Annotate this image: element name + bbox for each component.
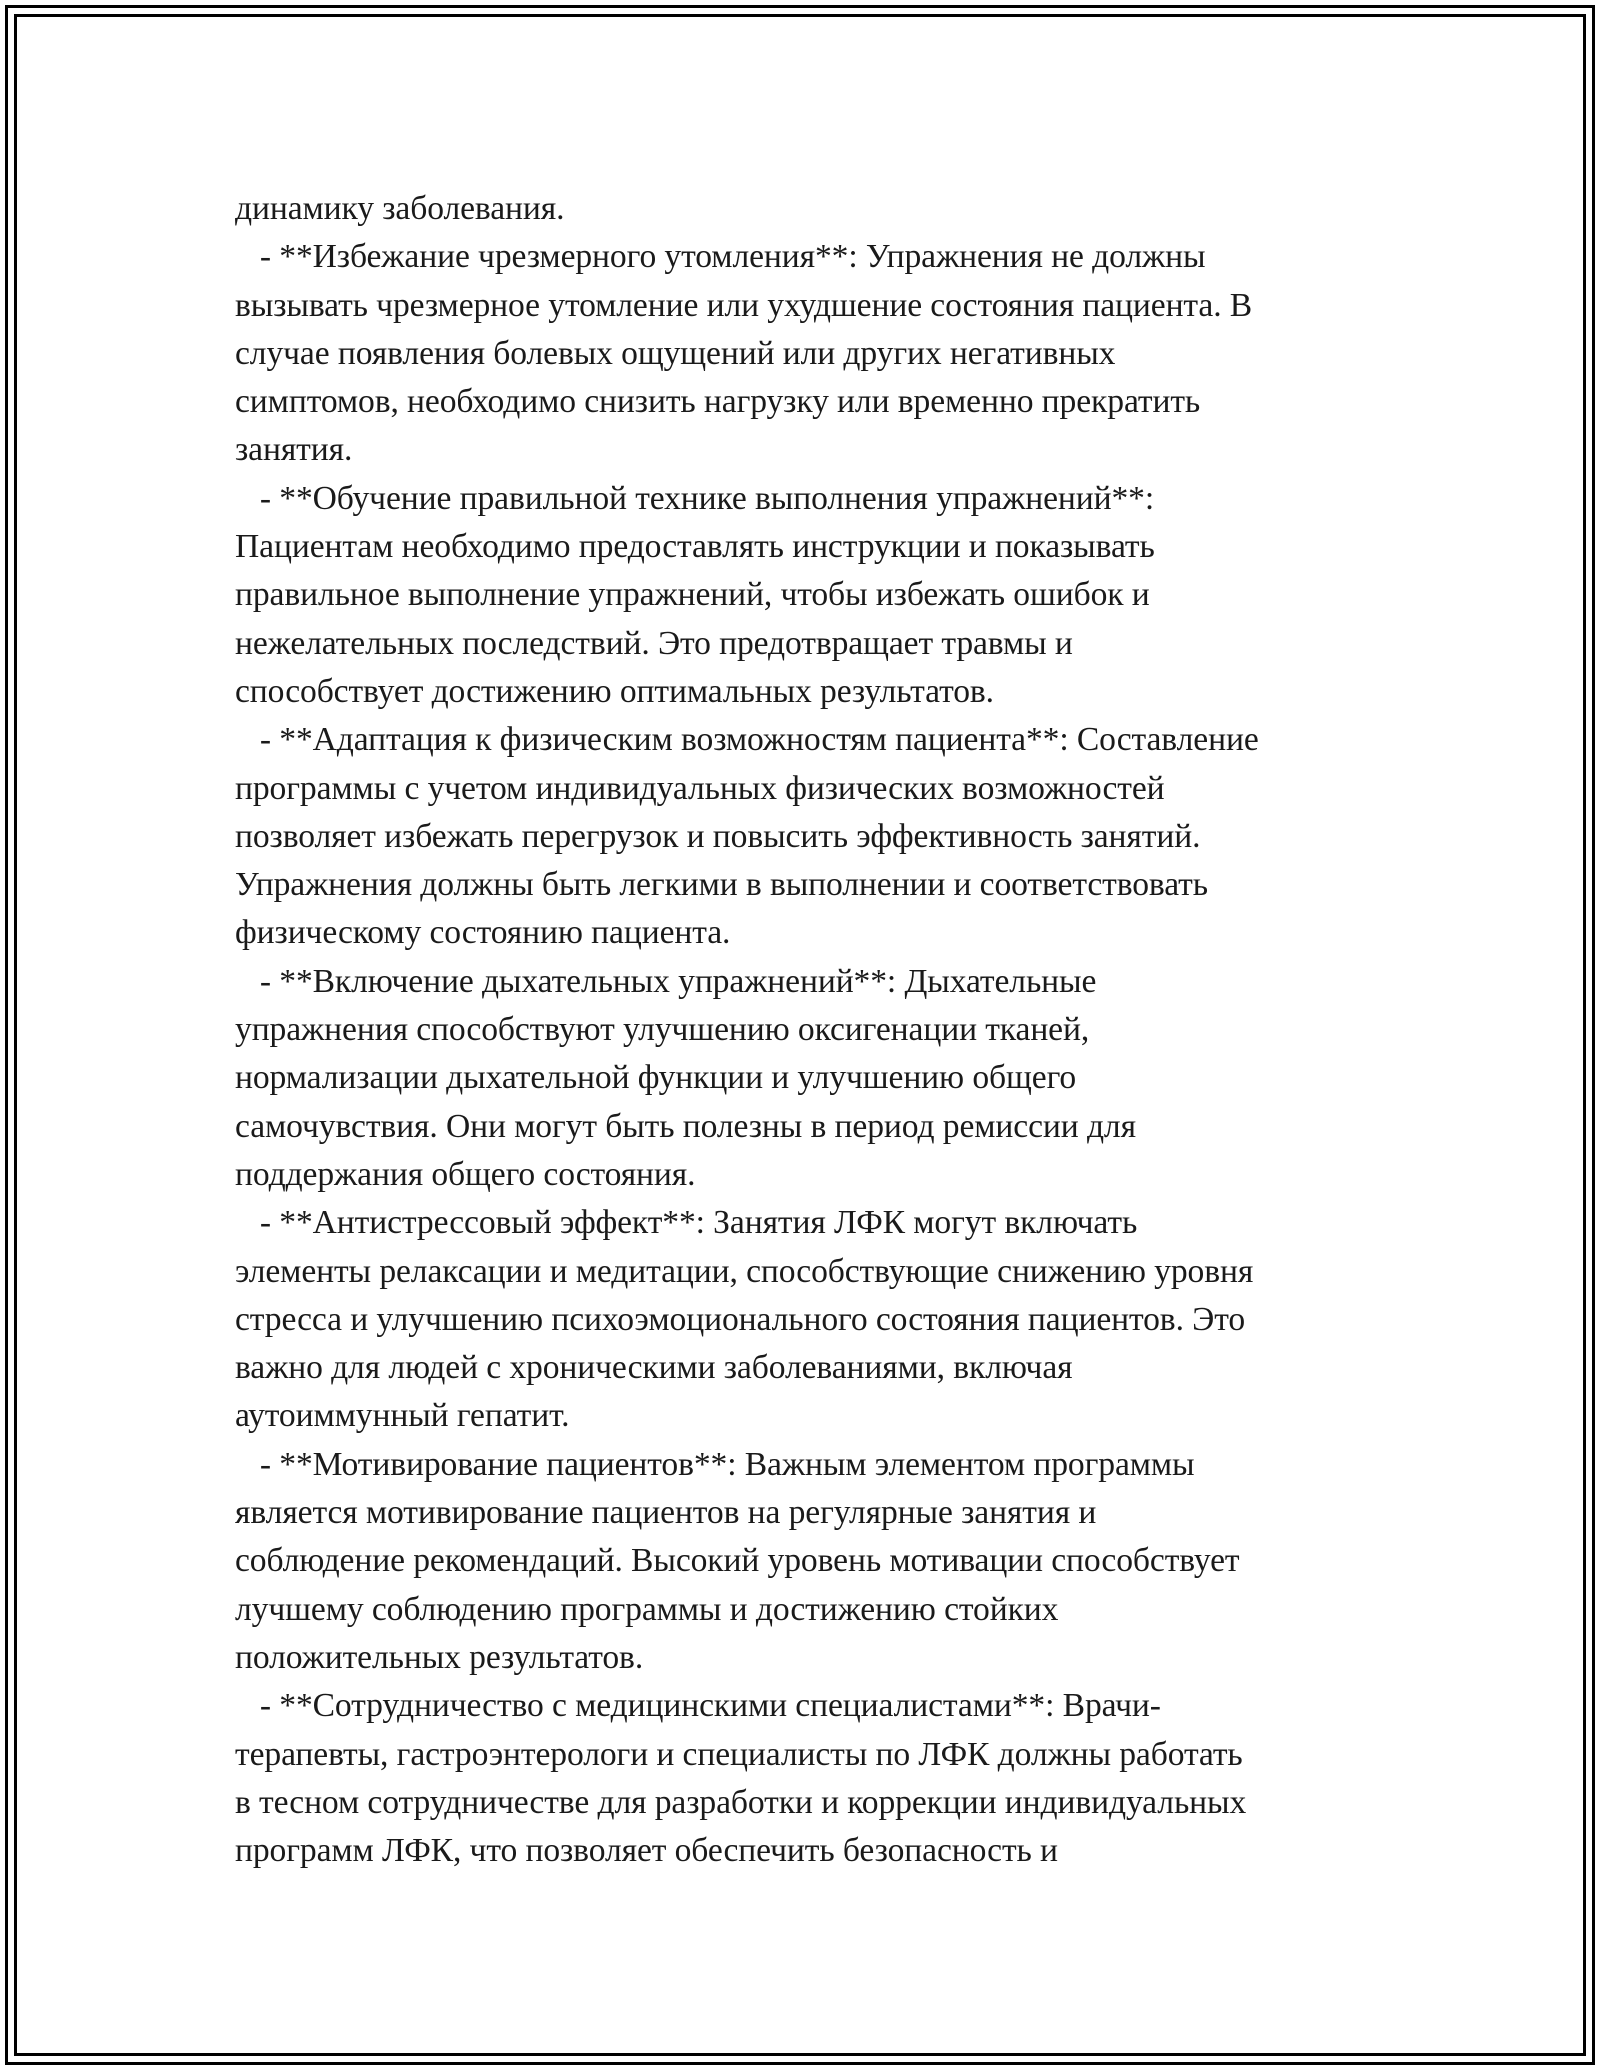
text-line: способствует достижению оптимальных результатов.	[235, 672, 994, 710]
text-line: - **Обучение правильной технике выполнения упражнений**:	[235, 479, 1155, 517]
text-line: симптомов, необходимо снизить нагрузку или временно прекратить	[235, 383, 1201, 421]
text-line: программы с учетом индивидуальных физических возможностей	[235, 769, 1165, 807]
text-line: - **Избежание чрезмерного утомления**: Упражнения не должны	[235, 238, 1206, 276]
text-line: вызывать чрезмерное утомление или ухудшение состояния пациента. В	[235, 286, 1253, 324]
text-line: лучшему соблюдению программы и достижению стойких	[235, 1590, 1059, 1628]
text-line: нормализации дыхательной функции и улучшению общего	[235, 1059, 1077, 1097]
text-line: является мотивирование пациентов на регулярные занятия и	[235, 1494, 1097, 1532]
text-line: - **Антистрессовый эффект**: Занятия ЛФК могут включать	[235, 1204, 1138, 1242]
text-line: случае появления болевых ощущений или других негативных	[235, 334, 1116, 372]
text-line: занятия.	[235, 431, 353, 469]
text-line: самочувствия. Они могут быть полезны в период ремиссии для	[235, 1107, 1136, 1145]
text-line: динамику заболевания.	[235, 190, 565, 227]
text-line: упражнения способствуют улучшению оксигенации тканей,	[235, 1011, 1090, 1049]
text-line: - **Адаптация к физическим возможностям пациента**: Составление	[235, 721, 1259, 759]
text-line: терапевты, гастроэнтерологи и специалисты по ЛФК должны работать	[235, 1735, 1243, 1773]
text-line: - **Мотивирование пациентов**: Важным элементом программы	[235, 1445, 1195, 1483]
text-line: соблюдение рекомендаций. Высокий уровень мотивации способствует	[235, 1542, 1240, 1580]
text-line: позволяет избежать перегрузок и повысить эффективность занятий.	[235, 817, 1201, 855]
text-line: положительных результатов.	[235, 1638, 644, 1676]
text-line: важно для людей с хроническими заболеваниями, включая	[235, 1349, 1073, 1387]
text-line: - **Включение дыхательных упражнений**: Дыхательные	[235, 962, 1097, 1000]
text-line: - **Сотрудничество с медицинскими специалистами**: Врачи-	[235, 1687, 1161, 1725]
text-line: правильное выполнение упражнений, чтобы избежать ошибок и	[235, 576, 1150, 614]
text-line: нежелательных последствий. Это предотвращает травмы и	[235, 624, 1073, 662]
text-line: поддержания общего состояния.	[235, 1155, 696, 1193]
text-line: физическому состоянию пациента.	[235, 914, 731, 952]
text-line: элементы релаксации и медитации, способствующие снижению уровня	[235, 1252, 1254, 1290]
document-body	[235, 185, 1385, 1875]
text-line: Пациентам необходимо предоставлять инструкции и показывать	[235, 528, 1155, 566]
text-line: Упражнения должны быть легкими в выполнении и соответствовать	[235, 866, 1208, 904]
text-line: в тесном сотрудничестве для разработки и коррекции индивидуальных	[235, 1783, 1247, 1821]
text-line: стресса и улучшению психоэмоционального состояния пациентов. Это	[235, 1300, 1246, 1338]
text-line: аутоиммунный гепатит.	[235, 1397, 570, 1435]
text-line: программ ЛФК, что позволяет обеспечить безопасность и	[235, 1832, 1058, 1870]
